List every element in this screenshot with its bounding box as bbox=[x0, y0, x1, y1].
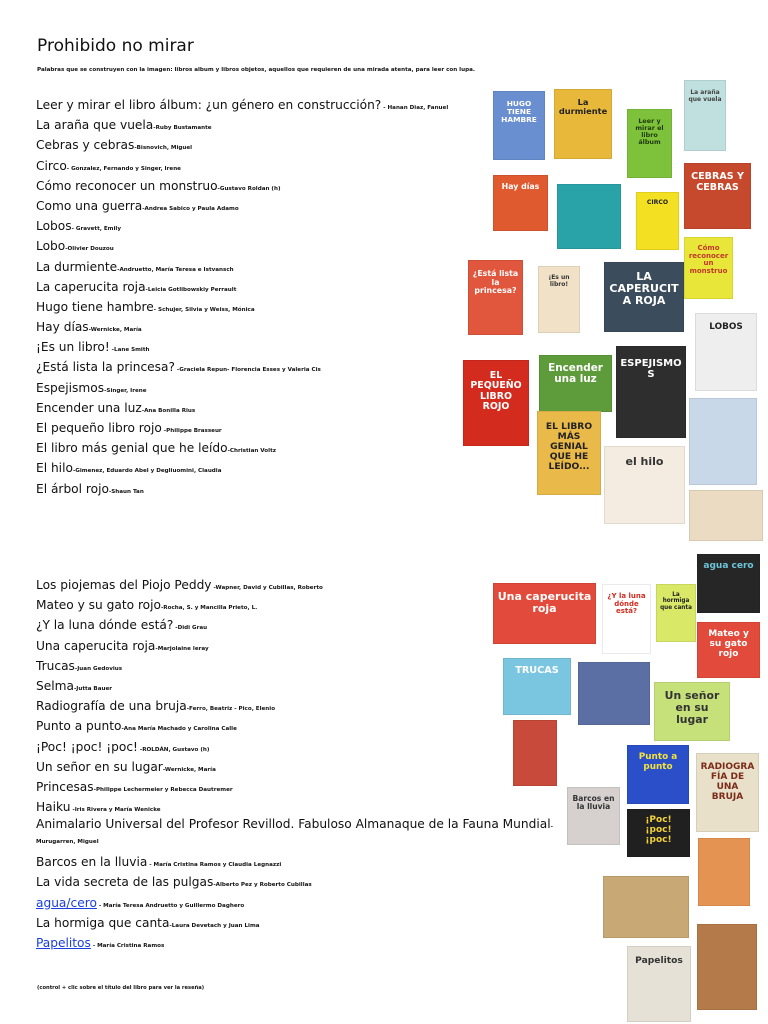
cover-text: Barcos en la lluvia bbox=[572, 794, 615, 812]
book-entry bbox=[36, 656, 576, 676]
book-title: El hilo bbox=[36, 461, 73, 476]
book-cover-mateo bbox=[697, 622, 760, 678]
book-author: -Wapner, David y Cubillas, Roberto bbox=[211, 585, 323, 591]
book-author: -Graciela Repun- Florencia Esses y Valeria Cis bbox=[174, 367, 321, 374]
book-author: -Wernicke, María bbox=[88, 327, 142, 334]
book-author: -ROLDÁN, Gustavo (h) bbox=[137, 746, 210, 753]
book-author: -Marjolaine leray bbox=[155, 645, 209, 652]
cover-text: TRUCAS bbox=[515, 665, 559, 676]
book-title: La araña que vuela bbox=[36, 118, 154, 133]
book-entry bbox=[36, 817, 576, 848]
book-author: - María Teresa Andruetto y Guillermo Daghero bbox=[96, 902, 245, 909]
book-author: -Andrea Sabico y Paula Adamo bbox=[142, 205, 239, 212]
book-title: Cebras y cebras bbox=[36, 138, 135, 153]
book-title: La vida secreta de las pulgas bbox=[36, 875, 214, 890]
book-author: - María Cristina Ramos bbox=[90, 943, 165, 949]
book-title: Un señor en su lugar bbox=[36, 759, 163, 774]
book-author: -Bisnovich, Miguel bbox=[134, 145, 193, 152]
book-author: - Hanan Diaz, Fanuel bbox=[381, 105, 449, 111]
book-author: -Andruetto, María Teresa e Istvansch bbox=[117, 266, 234, 273]
book-author: -Gustavo Roldan (h) bbox=[217, 185, 281, 192]
book-author: -Alberto Pez y Roberto Cubillas bbox=[213, 882, 312, 889]
book-cover-senor-lugar bbox=[654, 682, 730, 741]
book-author: -Philippe Lechermeier y Rebecca Dautremer bbox=[93, 786, 233, 793]
cover-text: Hay días bbox=[501, 182, 540, 191]
book-cover-hormiga bbox=[656, 584, 696, 642]
cover-text: ¡Es un libro! bbox=[548, 274, 570, 288]
book-cover-princesa bbox=[468, 260, 523, 335]
book-entry bbox=[36, 872, 576, 892]
cover-text: HUGO TIENE HAMBRE bbox=[501, 99, 537, 125]
book-title: Barcos en la lluvia bbox=[36, 855, 148, 870]
page-subtitle: Palabras que se construyen con la imagen: libros album y libros objetos, aquellos que requieren de una mirada atenta, para leer con lupa. bbox=[37, 67, 475, 73]
book-author: -Shaun Tan bbox=[108, 488, 144, 495]
book-entry bbox=[36, 716, 576, 736]
book-author: -Jutta Bauer bbox=[73, 685, 112, 692]
book-author: - María Cristina Ramos y Claudia Legnazzi bbox=[147, 862, 282, 869]
book-author: -Laura Devetach y Juan Lima bbox=[169, 922, 260, 929]
book-author: -Juan Gedovius bbox=[74, 665, 123, 672]
book-author: -Ana Bonilla Rius bbox=[141, 407, 196, 414]
book-cover-leer-mirar bbox=[627, 109, 672, 178]
book-cover-libro-mas-genial bbox=[537, 411, 601, 495]
book-title: Espejismos bbox=[36, 380, 105, 395]
cover-text: EL PEQUEÑO LIBRO ROJO bbox=[470, 370, 522, 413]
book-title: Punto a punto bbox=[36, 719, 122, 734]
cover-text: EL LIBRO MÁS GENIAL QUE HE LEÍDO... bbox=[545, 422, 593, 473]
book-title: Circo bbox=[36, 158, 67, 173]
book-title: Radiografía de una bruja bbox=[36, 699, 187, 714]
book-author: - Gravett, Emily bbox=[71, 226, 121, 233]
book-entry bbox=[36, 852, 576, 872]
book-cover-punto bbox=[627, 745, 689, 804]
book-cover-pulgas bbox=[697, 924, 757, 1010]
book-author: -Ferro, Beatriz - Pico, Elenio bbox=[186, 706, 276, 713]
cover-text: CIRCO bbox=[646, 199, 669, 206]
book-title: Haiku bbox=[36, 800, 71, 815]
book-title: ¡Es un libro! bbox=[36, 340, 110, 355]
book-cover-selma bbox=[578, 662, 650, 725]
book-title: Leer y mirar el libro álbum: ¿un género en construcción? bbox=[36, 98, 382, 112]
cover-text: Punto a punto bbox=[638, 752, 678, 772]
cover-text: Mateo y su gato rojo bbox=[708, 629, 749, 659]
book-title: Mateo y su gato rojo bbox=[36, 598, 161, 613]
cover-text: LA CAPERUCITA ROJA bbox=[609, 270, 679, 308]
book-author: - Schujer, Silvia y Weiss, Mónica bbox=[153, 306, 255, 313]
cover-text: Leer y mirar el libro álbum bbox=[635, 117, 664, 147]
book-title-link[interactable]: Papelitos bbox=[36, 936, 91, 950]
book-cover-agua-cero bbox=[697, 554, 760, 613]
book-cover-pequeno-libro-rojo bbox=[463, 360, 529, 446]
page-title: Prohibido no mirar bbox=[37, 36, 194, 56]
book-cover-lobo bbox=[689, 398, 757, 485]
book-author: -Ruby Bustamante bbox=[153, 125, 212, 132]
book-author: -Philippe Brasseur bbox=[161, 428, 222, 434]
cover-text: La durmiente bbox=[558, 97, 608, 117]
book-title: Como una guerra bbox=[36, 198, 143, 213]
book-cover-papelitos bbox=[627, 946, 691, 1022]
book-author: -Singer, Irene bbox=[104, 387, 147, 394]
book-title: Princesas bbox=[36, 779, 94, 794]
book-title: Encender una luz bbox=[36, 400, 142, 415]
cover-text: Encender una luz bbox=[548, 362, 603, 386]
cover-text: ESPEJISMOS bbox=[620, 358, 682, 380]
book-cover-lobos bbox=[695, 313, 757, 391]
book-author: -Didi Grau bbox=[173, 625, 208, 632]
book-author: -Gimenez, Eduardo Abel y Degliuomini, Claudia bbox=[72, 468, 222, 475]
book-title: Trucas bbox=[36, 658, 75, 673]
book-cover-encender bbox=[539, 355, 612, 412]
book-cover-barcos bbox=[567, 787, 620, 845]
book-title: Cómo reconocer un monstruo bbox=[36, 178, 218, 193]
book-cover-una-caperucita bbox=[493, 583, 596, 644]
cover-text: agua cero bbox=[703, 561, 754, 571]
book-title: Animalario Universal del Profesor Revillod. Fabuloso Almanaque de la Fauna Mundial bbox=[36, 817, 551, 832]
book-cover-circo bbox=[636, 192, 679, 250]
book-entry bbox=[36, 479, 576, 499]
book-cover-haiku bbox=[698, 838, 750, 906]
book-title: Lobos bbox=[36, 219, 72, 234]
book-title: Lobo bbox=[36, 239, 66, 254]
cover-text: ¿Está lista la princesa? bbox=[472, 269, 519, 296]
book-cover-poc bbox=[627, 809, 690, 857]
book-cover-caperucita-gotlib bbox=[604, 262, 684, 332]
cover-text: Papelitos bbox=[635, 956, 683, 966]
cover-text: Cómo reconocer un monstruo bbox=[688, 244, 729, 276]
book-author: -Ana María Machado y Carolina Calle bbox=[121, 726, 237, 733]
book-entry bbox=[36, 737, 576, 757]
book-title: ¡Poc! ¡poc! ¡poc! bbox=[36, 739, 138, 754]
footnote: (control + clic sobre el título del libro para ver la reseña) bbox=[37, 985, 205, 991]
book-cover-animalario bbox=[603, 876, 689, 938]
book-cover-monstruo bbox=[684, 237, 733, 299]
book-cover-cebras bbox=[684, 163, 751, 229]
book-author: -Rocha, S. y Mancilla Prieto, L. bbox=[160, 605, 258, 612]
book-cover-es-un-libro bbox=[538, 266, 580, 333]
cover-text: el hilo bbox=[625, 455, 664, 468]
book-entry bbox=[36, 777, 576, 797]
book-entry bbox=[36, 236, 576, 256]
book-entry bbox=[36, 458, 576, 478]
book-cover-radiografia bbox=[696, 753, 759, 832]
cover-text: ¿Y la luna dónde está? bbox=[607, 592, 646, 616]
book-author: -Christian Voltz bbox=[227, 448, 277, 455]
book-entry bbox=[36, 337, 576, 357]
book-author: -Leicia Gotlibowskiy Perrault bbox=[145, 286, 237, 293]
book-title: Los piojemas del Piojo Peddy bbox=[36, 578, 212, 592]
book-entry bbox=[36, 913, 576, 933]
book-title: Selma bbox=[36, 678, 74, 693]
book-title: ¿Está lista la princesa? bbox=[36, 360, 175, 375]
book-title: La caperucita roja bbox=[36, 279, 146, 294]
cover-text: La hormiga que canta bbox=[660, 592, 692, 611]
book-entry bbox=[36, 757, 576, 777]
book-cover-como-guerra bbox=[557, 184, 621, 249]
book-title-link[interactable]: agua/cero bbox=[36, 895, 97, 910]
book-cover-espejismos bbox=[616, 346, 686, 438]
book-entry bbox=[36, 696, 576, 716]
book-entry bbox=[36, 676, 576, 696]
book-cover-princesas bbox=[513, 720, 557, 786]
book-author: -Olivier Douzou bbox=[65, 246, 114, 253]
book-cover-arbol-rojo bbox=[689, 490, 763, 541]
book-author: -Wernicke, María bbox=[162, 766, 216, 773]
book-title: Una caperucita roja bbox=[36, 638, 156, 653]
book-title: ¿Y la luna dónde está? bbox=[36, 618, 174, 633]
book-cover-trucas bbox=[503, 658, 571, 715]
book-title: El pequeño libro rojo bbox=[36, 421, 162, 435]
book-author: -Murugarren, Miguel bbox=[36, 824, 553, 846]
book-title: Hay días bbox=[36, 320, 89, 335]
book-author: - Gonzalez, Fernando y Singer, Irene bbox=[66, 165, 181, 172]
book-cover-luna bbox=[602, 584, 651, 654]
book-title: La hormiga que canta bbox=[36, 915, 170, 930]
book-title: El árbol rojo bbox=[36, 481, 109, 496]
cover-text: CEBRAS Y CEBRAS bbox=[691, 171, 744, 193]
book-title: El libro más genial que he leído bbox=[36, 441, 228, 456]
cover-text: Un señor en su lugar bbox=[664, 689, 720, 726]
book-cover-durmiente bbox=[554, 89, 612, 159]
book-title: La durmiente bbox=[36, 259, 118, 274]
cover-text: La araña que vuela bbox=[688, 89, 722, 103]
book-cover-el-hilo bbox=[604, 446, 685, 524]
book-entry bbox=[36, 933, 576, 953]
book-title: Hugo tiene hambre bbox=[36, 299, 154, 314]
book-entry bbox=[36, 797, 576, 817]
book-entry bbox=[36, 893, 576, 913]
cover-text: LOBOS bbox=[709, 322, 743, 332]
cover-text: Una caperucita roja bbox=[497, 590, 592, 616]
book-cover-arana bbox=[684, 80, 726, 151]
book-cover-hay-dias bbox=[493, 175, 548, 231]
book-author: -Iris Rivera y María Wenicke bbox=[70, 807, 161, 814]
cover-text: ¡Poc! ¡poc! ¡poc! bbox=[645, 815, 672, 845]
cover-text: RADIOGRAFÍA DE UNA BRUJA bbox=[700, 762, 755, 802]
book-cover-hugo bbox=[493, 91, 545, 160]
book-author: -Lane Smith bbox=[109, 347, 150, 354]
